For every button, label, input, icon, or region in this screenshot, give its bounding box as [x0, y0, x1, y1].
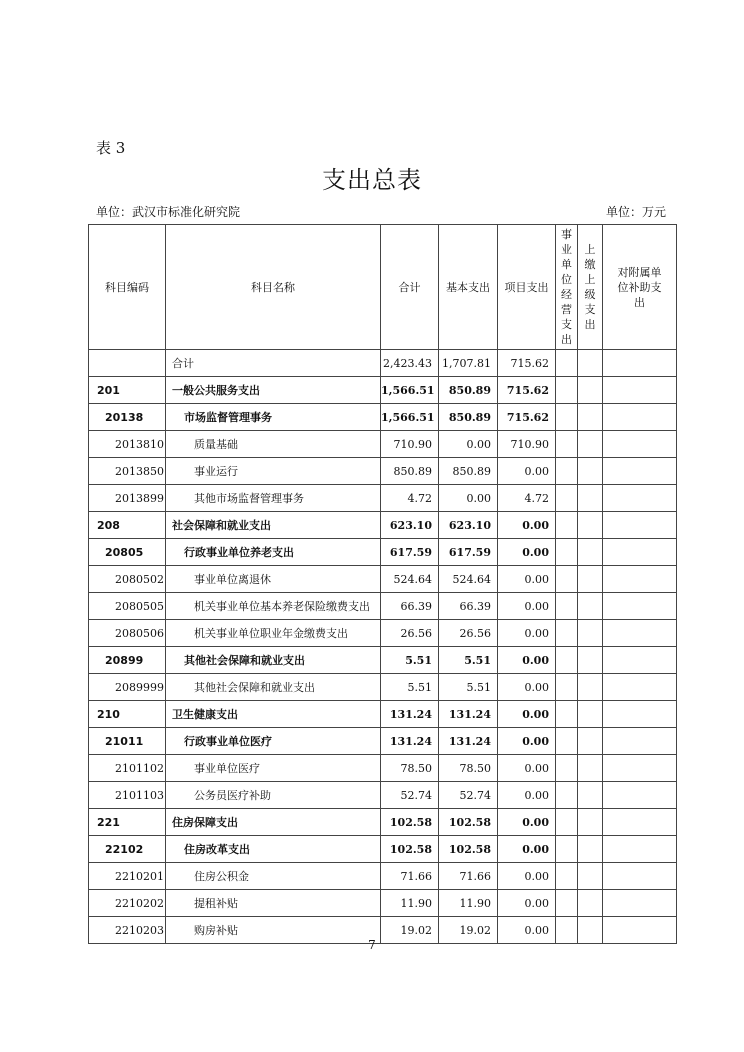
row-upper: [578, 458, 603, 485]
row-business: [556, 701, 578, 728]
row-code: 20138: [89, 404, 166, 431]
table-row: [89, 782, 677, 809]
row-name: 行政事业单位医疗: [166, 728, 381, 755]
row-business: [556, 512, 578, 539]
row-name: 提租补贴: [166, 890, 381, 917]
row-total: 52.74: [381, 782, 439, 809]
row-subsidy: [603, 809, 677, 836]
row-code: 2101102: [89, 755, 166, 782]
row-code: 2013899: [89, 485, 166, 512]
row-business: [556, 863, 578, 890]
table-row: [89, 701, 677, 728]
row-project: 0.00: [498, 917, 556, 944]
row-business: [556, 593, 578, 620]
row-basic: 11.90: [439, 890, 498, 917]
row-code: 2210201: [89, 863, 166, 890]
row-total: 4.72: [381, 485, 439, 512]
row-upper: [578, 728, 603, 755]
row-business: [556, 620, 578, 647]
row-total: 850.89: [381, 458, 439, 485]
row-code: 2101103: [89, 782, 166, 809]
row-subsidy: [603, 620, 677, 647]
table-row: [89, 836, 677, 863]
row-project: 0.00: [498, 593, 556, 620]
row-code: [89, 350, 166, 377]
row-subsidy: [603, 674, 677, 701]
row-project: 0.00: [498, 512, 556, 539]
row-subsidy: [603, 566, 677, 593]
row-upper: [578, 647, 603, 674]
row-code: 2210202: [89, 890, 166, 917]
row-subsidy: [603, 863, 677, 890]
row-business: [556, 809, 578, 836]
row-project: 710.90: [498, 431, 556, 458]
row-basic: 524.64: [439, 566, 498, 593]
row-project: 715.62: [498, 377, 556, 404]
row-total: 71.66: [381, 863, 439, 890]
row-total: 1,566.51: [381, 404, 439, 431]
header-char: 事: [561, 228, 572, 241]
header-char: 业: [561, 243, 572, 256]
row-code: 2080502: [89, 566, 166, 593]
row-basic: 52.74: [439, 782, 498, 809]
table-row: [89, 458, 677, 485]
row-code: 2210203: [89, 917, 166, 944]
row-subsidy: [603, 539, 677, 566]
row-upper: [578, 809, 603, 836]
row-upper: [578, 566, 603, 593]
table-row: [89, 728, 677, 755]
header-char: 级: [584, 288, 596, 301]
row-name: 市场监督管理事务: [166, 404, 381, 431]
row-project: 0.00: [498, 701, 556, 728]
row-total: 2,423.43: [381, 350, 439, 377]
row-basic: 102.58: [439, 836, 498, 863]
row-project: 0.00: [498, 566, 556, 593]
row-basic: 131.24: [439, 728, 498, 755]
row-business: [556, 755, 578, 782]
header-code: 科目编码: [89, 225, 166, 350]
row-name: 住房改革支出: [166, 836, 381, 863]
row-name: 机关事业单位基本养老保险缴费支出: [166, 593, 381, 620]
row-subsidy: [603, 755, 677, 782]
row-basic: 623.10: [439, 512, 498, 539]
row-upper: [578, 674, 603, 701]
row-business: [556, 890, 578, 917]
row-name: 事业单位离退休: [166, 566, 381, 593]
row-upper: [578, 512, 603, 539]
row-upper: [578, 620, 603, 647]
row-total: 710.90: [381, 431, 439, 458]
row-business: [556, 728, 578, 755]
table-label: 表 3: [96, 139, 126, 157]
row-business: [556, 539, 578, 566]
table-row: [89, 377, 677, 404]
row-basic: 617.59: [439, 539, 498, 566]
row-name: 质量基础: [166, 431, 381, 458]
row-name: 一般公共服务支出: [166, 377, 381, 404]
row-project: 0.00: [498, 809, 556, 836]
row-basic: 78.50: [439, 755, 498, 782]
row-name: 合计: [166, 350, 381, 377]
row-upper: [578, 836, 603, 863]
row-total: 102.58: [381, 809, 439, 836]
row-name: 社会保障和就业支出: [166, 512, 381, 539]
header-subsidy: 对附属单位补助支出: [603, 225, 677, 350]
header-project: 项目支出: [498, 225, 556, 350]
unit-organization: 单位：武汉市标准化研究院: [96, 205, 241, 219]
header-upper: [578, 225, 603, 350]
row-upper: [578, 593, 603, 620]
header-char: 上: [584, 273, 596, 286]
row-name: 住房保障支出: [166, 809, 381, 836]
row-business: [556, 458, 578, 485]
row-business: [556, 836, 578, 863]
row-basic: 850.89: [439, 458, 498, 485]
row-name: 机关事业单位职业年金缴费支出: [166, 620, 381, 647]
row-project: 0.00: [498, 782, 556, 809]
table-row: [89, 755, 677, 782]
row-project: 0.00: [498, 674, 556, 701]
row-project: 0.00: [498, 728, 556, 755]
table-row: [89, 512, 677, 539]
row-total: 19.02: [381, 917, 439, 944]
row-subsidy: [603, 350, 677, 377]
row-subsidy: [603, 485, 677, 512]
row-business: [556, 431, 578, 458]
unit-currency: 单位：万元: [605, 205, 666, 219]
row-project: 0.00: [498, 539, 556, 566]
row-basic: 66.39: [439, 593, 498, 620]
row-upper: [578, 350, 603, 377]
row-subsidy: [603, 458, 677, 485]
table-row: [89, 593, 677, 620]
row-code: 2013810: [89, 431, 166, 458]
row-upper: [578, 863, 603, 890]
row-code: 221: [89, 809, 166, 836]
row-code: 201: [89, 377, 166, 404]
table-row: [89, 404, 677, 431]
row-subsidy: [603, 593, 677, 620]
row-project: 0.00: [498, 755, 556, 782]
row-basic: 5.51: [439, 647, 498, 674]
row-total: 131.24: [381, 701, 439, 728]
row-total: 26.56: [381, 620, 439, 647]
header-char: 出: [584, 318, 596, 331]
row-upper: [578, 539, 603, 566]
row-name: 事业单位医疗: [166, 755, 381, 782]
row-project: 0.00: [498, 620, 556, 647]
row-subsidy: [603, 431, 677, 458]
row-name: 其他社会保障和就业支出: [166, 647, 381, 674]
row-total: 617.59: [381, 539, 439, 566]
header-business: [556, 225, 578, 350]
row-total: 1,566.51: [381, 377, 439, 404]
row-total: 66.39: [381, 593, 439, 620]
row-name: 购房补贴: [166, 917, 381, 944]
row-code: 2080506: [89, 620, 166, 647]
row-upper: [578, 755, 603, 782]
row-subsidy: [603, 404, 677, 431]
row-total: 623.10: [381, 512, 439, 539]
row-subsidy: [603, 647, 677, 674]
table-row: [89, 674, 677, 701]
table-row: [89, 620, 677, 647]
expenditure-table: [88, 224, 677, 944]
row-basic: 0.00: [439, 485, 498, 512]
page-title: 支出总表: [322, 166, 422, 194]
row-basic: 5.51: [439, 674, 498, 701]
row-code: 20899: [89, 647, 166, 674]
row-code: 210: [89, 701, 166, 728]
row-total: 131.24: [381, 728, 439, 755]
row-code: 208: [89, 512, 166, 539]
row-total: 5.51: [381, 647, 439, 674]
header-basic: 基本支出: [439, 225, 498, 350]
row-subsidy: [603, 728, 677, 755]
row-subsidy: [603, 701, 677, 728]
header-total: 合计: [381, 225, 439, 350]
row-subsidy: [603, 836, 677, 863]
header-name: 科目名称: [166, 225, 381, 350]
row-basic: 131.24: [439, 701, 498, 728]
row-business: [556, 404, 578, 431]
row-name: 公务员医疗补助: [166, 782, 381, 809]
row-name: 住房公积金: [166, 863, 381, 890]
row-total: 102.58: [381, 836, 439, 863]
row-upper: [578, 890, 603, 917]
row-business: [556, 350, 578, 377]
header-char: 缴: [584, 258, 596, 271]
table-row: [89, 539, 677, 566]
row-project: 715.62: [498, 350, 556, 377]
row-project: 0.00: [498, 458, 556, 485]
header-char: 营: [561, 303, 572, 316]
row-subsidy: [603, 377, 677, 404]
row-code: 2089999: [89, 674, 166, 701]
row-basic: 850.89: [439, 377, 498, 404]
row-project: 0.00: [498, 863, 556, 890]
row-business: [556, 647, 578, 674]
row-basic: 26.56: [439, 620, 498, 647]
row-code: 2013850: [89, 458, 166, 485]
row-basic: 71.66: [439, 863, 498, 890]
row-name: 事业运行: [166, 458, 381, 485]
row-code: 2080505: [89, 593, 166, 620]
row-upper: [578, 431, 603, 458]
header-char: 支: [584, 303, 596, 316]
row-project: 0.00: [498, 647, 556, 674]
header-char: 经: [561, 288, 572, 301]
row-subsidy: [603, 890, 677, 917]
row-project: 0.00: [498, 890, 556, 917]
row-total: 11.90: [381, 890, 439, 917]
header-char: 单: [561, 258, 572, 271]
row-subsidy: [603, 782, 677, 809]
table-row: [89, 485, 677, 512]
table-row: [89, 566, 677, 593]
row-name: 其他社会保障和就业支出: [166, 674, 381, 701]
row-basic: 850.89: [439, 404, 498, 431]
table-body: [89, 350, 677, 944]
table-row: [89, 431, 677, 458]
row-subsidy: [603, 512, 677, 539]
table-row: [89, 350, 677, 377]
header-char: 上: [584, 243, 596, 256]
row-basic: 102.58: [439, 809, 498, 836]
row-upper: [578, 782, 603, 809]
row-business: [556, 674, 578, 701]
row-project: 4.72: [498, 485, 556, 512]
row-business: [556, 566, 578, 593]
row-name: 其他市场监督管理事务: [166, 485, 381, 512]
row-project: 715.62: [498, 404, 556, 431]
header-char: 支: [561, 318, 572, 331]
table-header-row: [89, 225, 677, 350]
row-code: 21011: [89, 728, 166, 755]
table-row: [89, 809, 677, 836]
row-business: [556, 782, 578, 809]
row-basic: 19.02: [439, 917, 498, 944]
row-total: 78.50: [381, 755, 439, 782]
table-row: [89, 863, 677, 890]
row-code: 20805: [89, 539, 166, 566]
row-basic: 1,707.81: [439, 350, 498, 377]
row-total: 524.64: [381, 566, 439, 593]
row-name: 行政事业单位养老支出: [166, 539, 381, 566]
row-name: 卫生健康支出: [166, 701, 381, 728]
row-upper: [578, 485, 603, 512]
table-row: [89, 890, 677, 917]
row-upper: [578, 377, 603, 404]
row-project: 0.00: [498, 836, 556, 863]
row-upper: [578, 701, 603, 728]
row-total: 5.51: [381, 674, 439, 701]
header-char: 位: [561, 273, 572, 286]
page-number: 7: [368, 938, 376, 952]
row-upper: [578, 404, 603, 431]
row-business: [556, 485, 578, 512]
row-basic: 0.00: [439, 431, 498, 458]
header-char: 出: [561, 333, 572, 346]
row-business: [556, 377, 578, 404]
row-code: 22102: [89, 836, 166, 863]
table-row: [89, 647, 677, 674]
